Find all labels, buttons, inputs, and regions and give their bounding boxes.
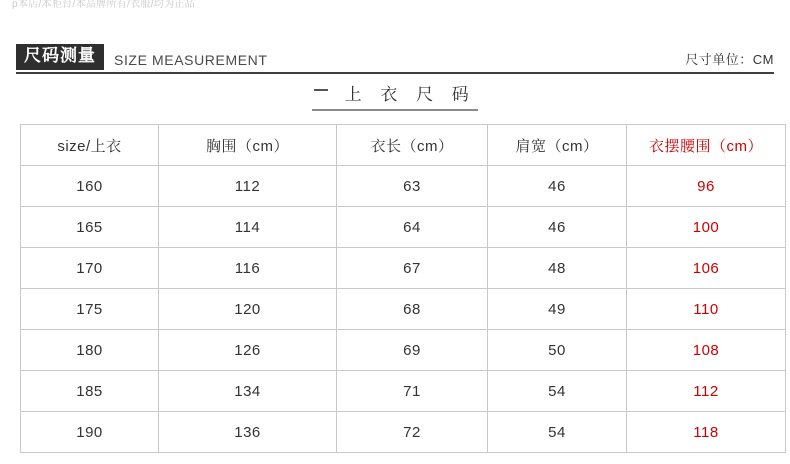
table-cell: 64 bbox=[337, 207, 488, 248]
table-cell: 165 bbox=[21, 207, 159, 248]
table-cell-highlight: 110 bbox=[627, 289, 786, 330]
table-cell-highlight: 108 bbox=[627, 330, 786, 371]
table-cell: 46 bbox=[488, 166, 627, 207]
table-cell: 170 bbox=[21, 248, 159, 289]
table-cell-highlight: 106 bbox=[627, 248, 786, 289]
table-cell: 54 bbox=[488, 412, 627, 453]
table-cell: 185 bbox=[21, 371, 159, 412]
table-cell-highlight: 112 bbox=[627, 371, 786, 412]
table-header-row bbox=[21, 125, 786, 166]
table-row bbox=[21, 289, 786, 330]
top-cropped-text: p本店/本柜台/本品牌所有/衣服/均为正品 bbox=[12, 0, 195, 10]
header-divider bbox=[16, 72, 774, 74]
table-cell-highlight: 96 bbox=[627, 166, 786, 207]
table-cell: 136 bbox=[159, 412, 337, 453]
table-row bbox=[21, 371, 786, 412]
table-cell: 180 bbox=[21, 330, 159, 371]
table-cell: 54 bbox=[488, 371, 627, 412]
unit-note: 尺寸单位：CM bbox=[685, 52, 774, 67]
header-tag-english: SIZE MEASUREMENT bbox=[114, 52, 268, 68]
table-cell: 72 bbox=[337, 412, 488, 453]
table-cell: 68 bbox=[337, 289, 488, 330]
table-cell: 67 bbox=[337, 248, 488, 289]
table-cell: 175 bbox=[21, 289, 159, 330]
table-cell: 50 bbox=[488, 330, 627, 371]
table-header-cell: size/上衣 bbox=[21, 125, 159, 166]
section-title-block bbox=[0, 80, 790, 110]
section-title: 上 衣 尺 码 bbox=[344, 84, 476, 104]
table-cell: 69 bbox=[337, 330, 488, 371]
table-cell: 49 bbox=[488, 289, 627, 330]
table-cell: 48 bbox=[488, 248, 627, 289]
table-row bbox=[21, 248, 786, 289]
table-header-cell: 衣长（cm） bbox=[337, 125, 488, 166]
table-cell-highlight: 100 bbox=[627, 207, 786, 248]
table-header-cell: 肩宽（cm） bbox=[488, 125, 627, 166]
table-cell: 46 bbox=[488, 207, 627, 248]
table-header-cell-highlight: 衣摆腰围（cm） bbox=[627, 125, 786, 166]
table-row bbox=[21, 330, 786, 371]
size-measurement-header bbox=[16, 40, 774, 74]
table-row bbox=[21, 412, 786, 453]
header-tag-chinese: 尺码测量 bbox=[16, 44, 104, 70]
table-cell: 71 bbox=[337, 371, 488, 412]
table-row bbox=[21, 166, 786, 207]
table-cell: 116 bbox=[159, 248, 337, 289]
dash-mark-icon bbox=[314, 89, 328, 91]
table-cell: 120 bbox=[159, 289, 337, 330]
table-cell: 160 bbox=[21, 166, 159, 207]
table-cell: 63 bbox=[337, 166, 488, 207]
table-row bbox=[21, 207, 786, 248]
table-cell: 134 bbox=[159, 371, 337, 412]
table-cell: 190 bbox=[21, 412, 159, 453]
table-cell: 126 bbox=[159, 330, 337, 371]
table-cell-highlight: 118 bbox=[627, 412, 786, 453]
table-cell: 112 bbox=[159, 166, 337, 207]
size-table-container bbox=[20, 124, 770, 453]
table-header-cell: 胸围（cm） bbox=[159, 125, 337, 166]
size-table bbox=[20, 124, 786, 453]
table-cell: 114 bbox=[159, 207, 337, 248]
